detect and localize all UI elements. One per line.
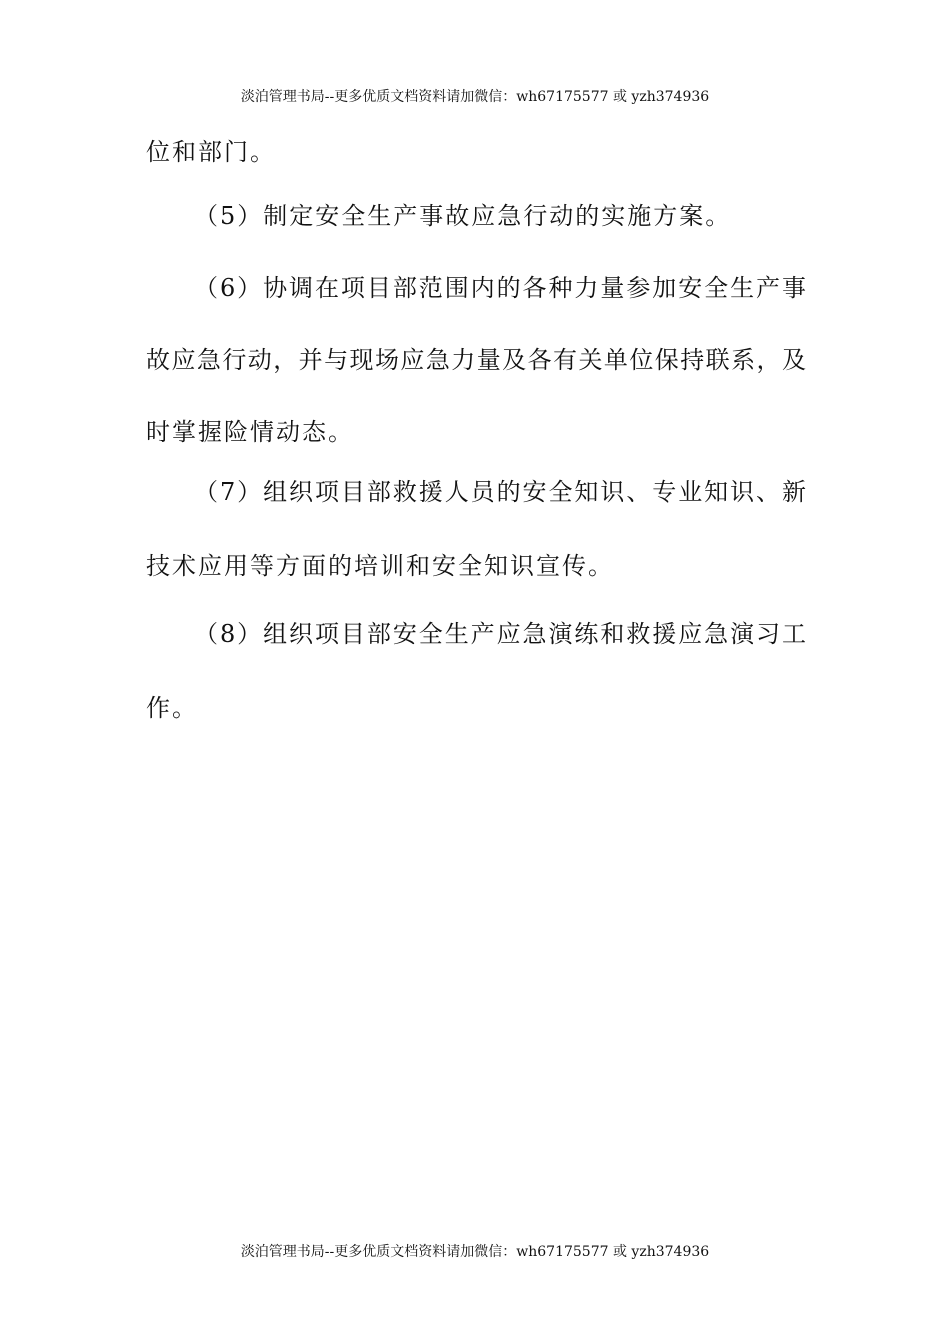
paragraph-line: （8）组织项目部安全生产应急演练和救援应急演习工 xyxy=(194,620,806,648)
paragraph-line: （7）组织项目部救援人员的安全知识、专业知识、新 xyxy=(194,478,806,506)
paragraph-line: 位和部门。 xyxy=(146,138,276,166)
paragraph-line: （5）制定安全生产事故应急行动的实施方案。 xyxy=(194,202,732,230)
paragraph-line: 时掌握险情动态。 xyxy=(146,418,354,446)
page-footer: 淡泊管理书局--更多优质文档资料请加微信：wh67175577 或 yzh374936 xyxy=(240,1244,710,1260)
paragraph-line: 技术应用等方面的培训和安全知识宣传。 xyxy=(146,552,614,580)
paragraph-line: 故应急行动，并与现场应急力量及各有关单位保持联系，及 xyxy=(146,346,806,374)
paragraph-line: （6）协调在项目部范围内的各种力量参加安全生产事 xyxy=(194,274,806,302)
page-header: 淡泊管理书局--更多优质文档资料请加微信：wh67175577 或 yzh374936 xyxy=(240,89,710,105)
paragraph-line: 作。 xyxy=(146,694,198,722)
